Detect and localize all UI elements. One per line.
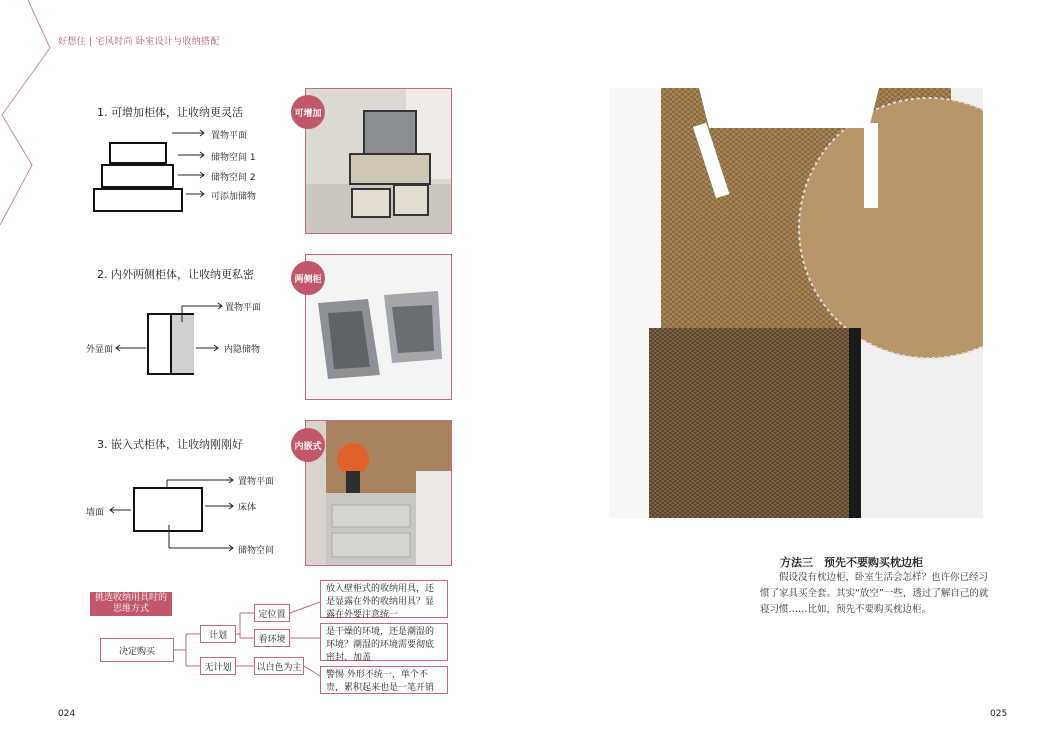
method-title: 方法三 预先不要购买枕边柜 — [780, 556, 923, 569]
page-edge-decoration — [0, 0, 60, 260]
middle-box — [101, 164, 174, 188]
section2-arrows — [110, 298, 235, 358]
badge-addable: 可增加 — [291, 95, 325, 129]
label-storage-2: 储物空间 2 — [211, 173, 256, 183]
flow-position: 定位置 — [254, 604, 290, 622]
flow-decide-buy: 决定购买 — [100, 638, 174, 662]
stacking-boxes-photo — [305, 88, 452, 234]
label-surface-3: 置物平面 — [238, 477, 275, 487]
section3-arrows — [105, 470, 245, 555]
section3-title: 3. 嵌入式柜体，让收纳刚刚好 — [97, 438, 243, 451]
label-addable: 可添加储物 — [211, 192, 257, 202]
running-header: 好想住 | 宅风时尚 卧室设计与收纳搭配 — [58, 37, 220, 47]
flowchart-heading: 挑选收纳用具时的思维方式 — [90, 592, 172, 616]
flow-environment: 看环境 — [254, 629, 290, 647]
label-wall: 墙面 — [86, 508, 105, 518]
flow-no-plan: 无计划 — [200, 657, 236, 675]
rug-photo — [609, 88, 983, 518]
method-body: 假设没有枕边柜，卧室生活会怎样？也许你已经习惯了家具买全套。其实“放空”一些，透过了解自己的就寝习惯……比如，预先不要购买枕边柜。 — [760, 572, 989, 615]
label-inner-storage: 内隐储物 — [224, 345, 261, 355]
flow-plan: 计划 — [200, 625, 236, 643]
page-number-right: 025 — [990, 709, 1008, 719]
top-box — [109, 142, 167, 164]
label-storage-1: 储物空间 1 — [211, 153, 256, 163]
section2-title: 2. 内外两侧柜体，让收纳更私密 — [97, 268, 254, 281]
label-surface-2: 置物平面 — [225, 303, 262, 313]
flow-white-main: 以白色为主 — [254, 657, 304, 675]
flow-note-environment: 是干燥的环境，还是潮湿的环境？潮湿的环境需要彻底密封、加盖 — [320, 623, 448, 661]
label-surface: 置物平面 — [211, 131, 248, 141]
label-outer-face: 外显面 — [86, 345, 114, 355]
page-number-left: 024 — [58, 709, 76, 719]
badge-two-side: 两侧柜 — [291, 261, 325, 295]
nightstand-photo — [305, 420, 452, 566]
side-cabinets-photo — [305, 254, 452, 400]
section1-title: 1. 可增加柜体，让收纳更灵活 — [97, 106, 243, 119]
label-bed: 床体 — [238, 503, 257, 513]
flow-note-position: 放入壁柜式的收纳用具，还是显露在外的收纳用具？显露在外要注意统一 — [320, 580, 448, 618]
label-storage-space: 储物空间 — [238, 546, 275, 556]
section1-arrows — [170, 125, 210, 200]
flow-note-warning: 警惕 外形不统一，单个不贵，累积起来也是一笔开销 — [320, 666, 448, 694]
badge-embedded: 内嵌式 — [291, 428, 325, 462]
